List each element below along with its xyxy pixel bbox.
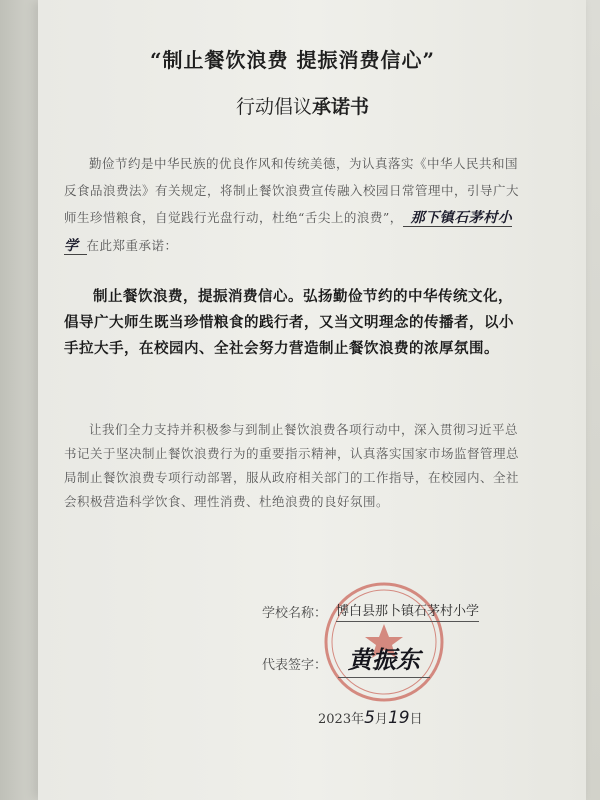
handwritten-signature: 黄振东 xyxy=(338,640,430,678)
document-title: “制止餐饮浪费 提振消费信心” xyxy=(150,48,435,72)
date-year: 2023年 xyxy=(318,712,365,727)
representative-signature-label: 代表签字： xyxy=(262,658,328,673)
date-day-unit: 日 xyxy=(409,712,423,727)
signing-date xyxy=(318,708,423,728)
school-name-label: 学校名称： xyxy=(262,606,328,621)
document-subtitle xyxy=(236,92,396,119)
school-name-value: 博白县那卜镇石茅村小学 xyxy=(336,600,479,622)
paragraph-commitment: 制止餐饮浪费，提振消费信心。弘扬勤俭节约的中华传统文化，倡导广大师生既当珍惜粮食的践行者，又当文明理念的传播者，以小手拉大手，在校园内、全社会努力营造制止餐饮浪费的浓厚氛围。 xyxy=(64,288,514,357)
document-paper xyxy=(38,0,586,800)
date-month: 5 xyxy=(364,708,375,728)
handwritten-school-name: 那下镇石茅村小学 xyxy=(64,210,513,254)
date-day: 19 xyxy=(387,708,410,728)
subtitle-plain: 行动倡议 xyxy=(236,96,313,118)
date-month-unit: 月 xyxy=(374,712,388,727)
paragraph-intro xyxy=(64,150,524,260)
intro-text-end: 在此郑重承诺： xyxy=(86,238,178,253)
paragraph-action: 让我们全力支持并积极参与到制止餐饮浪费各项行动中，深入贯彻习近平总书记关于坚决制止餐饮浪费行为的重要指示精神，认真落实国家市场监督管理总局制止餐饮浪费专项行动部署，服从政府相关部门的工作指导，在校园内、全社会积极营造科学饮食、理性消费、杜绝浪费的良好氛围。 xyxy=(64,422,520,509)
intro-text: 勤俭节约是中华民族的优良作风和传统美德，为认真落实《中华人民共和国反食品浪费法》有关规定，将制止餐饮浪费宣传融入校园日常管理中，引导广大师生珍惜粮食，自觉践行光盘行动，杜绝“舌尖上的浪费”， xyxy=(64,156,520,225)
subtitle-bold: 承诺书 xyxy=(312,96,370,118)
